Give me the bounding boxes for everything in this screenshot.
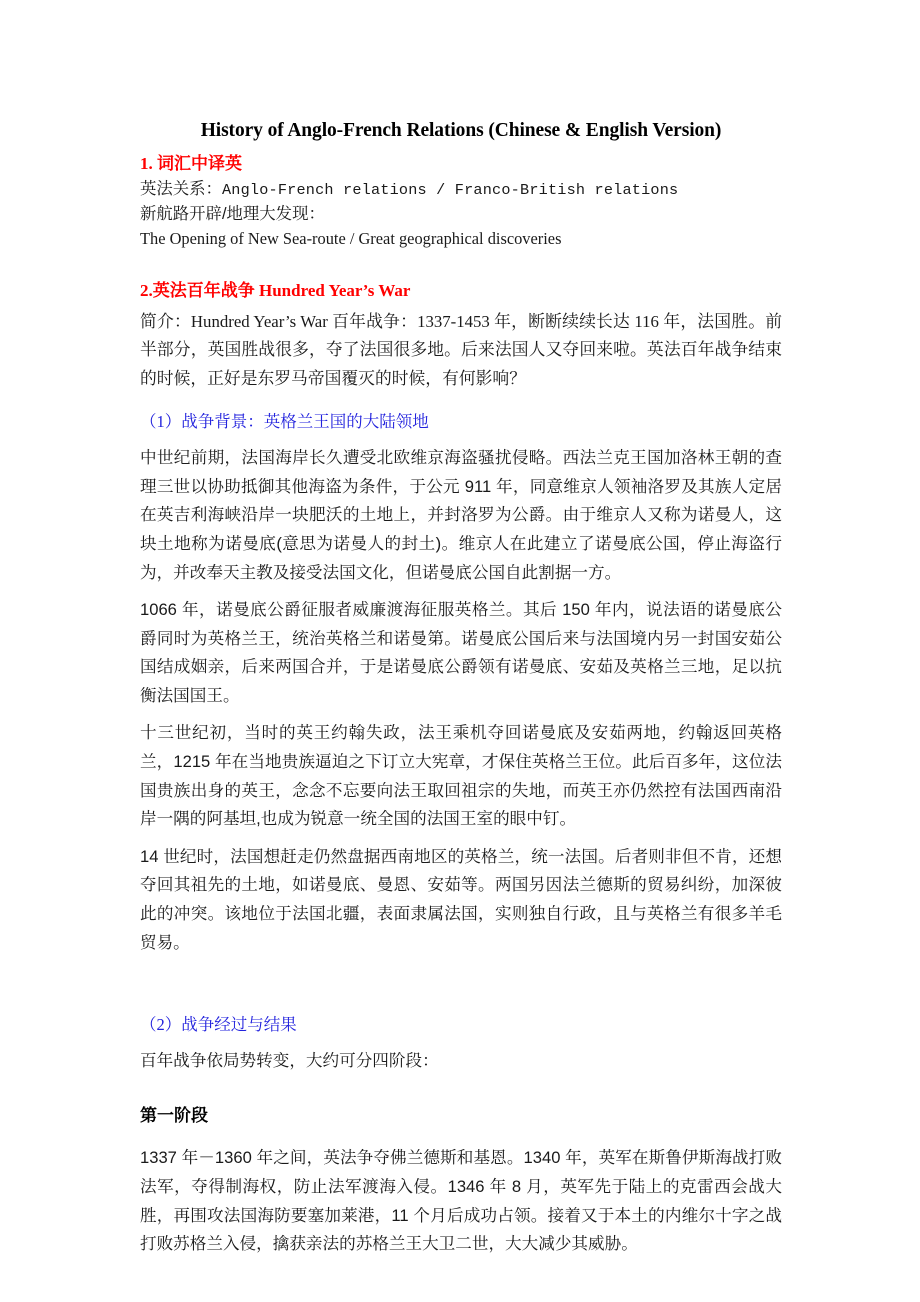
spacer xyxy=(140,587,782,596)
spacer xyxy=(140,1038,782,1047)
spacer xyxy=(140,957,782,1013)
vocab-entry-2-translation: The Opening of New Sea-route / Great geographical discoveries xyxy=(140,228,562,248)
section-1-number: 1. xyxy=(140,154,153,174)
subsection-1-heading: （1）战争背景：英格兰王国的大陆领地 xyxy=(140,412,429,432)
stage-1-heading: 第一阶段 xyxy=(140,1105,208,1125)
spacer xyxy=(140,710,782,719)
spacer xyxy=(140,1127,782,1144)
section-1 xyxy=(140,152,782,251)
subsection-2 xyxy=(140,1013,782,1259)
page-title: History of Anglo-French Relations (Chinese & English Version) xyxy=(200,120,722,141)
vocab-entry-1 xyxy=(140,177,782,203)
subsection-1-paragraph-1: 中世纪前期，法国海岸长久遭受北欧维京海盗骚扰侵略。西法兰克王国加洛林王朝的查理三世以协助抵御其他海盗为条件，于公元 911 年，同意维京人领袖洛罗及其族人定居在英吉利海峡沿岸一块肥沃的土地上，并封洛罗为公爵。由于维京人又称为诺曼人，这块土地称为诺曼底(意思为诺曼人的封土)。维京人在此建立了诺曼底公国，停止海盗行为，并改奉天主教及接受法国文化，但诺曼底公国自此割据一方。 xyxy=(140,448,782,582)
vocab-entry-2-term-line xyxy=(140,202,782,227)
section-2-heading: 2.英法百年战争 Hundred Year’s War xyxy=(140,280,411,300)
spacer xyxy=(140,393,782,410)
subsection-1-paragraph-3: 十三世纪初，当时的英王约翰失政，法王乘机夺回诺曼底及安茹两地，约翰返回英格兰，1215 年在当地贵族逼迫之下订立大宪章，才保住英格兰王位。此后百多年，这位法国贵族出身的英王，念念不忘要向法王取回祖宗的失地，而英王亦仍然控有法国西南沿岸一隅的阿基坦,也成为锐意一统全国的法国王室的眼中钉。 xyxy=(140,723,782,829)
subsection-2-heading: （2）战争经过与结果 xyxy=(140,1015,297,1035)
spacer xyxy=(140,1076,782,1104)
vocab-entry-1-term: 英法关系： xyxy=(140,179,222,198)
section-1-heading xyxy=(140,152,782,177)
stage-1-paragraph: 1337 年－1360 年之间，英法争夺佛兰德斯和基恩。1340 年，英军在斯鲁伊斯海战打败法军，夺得制海权，防止法军渡海入侵。1346 年 8 月，英军先于陆上的克雷西会战大胜，再围攻法国海防要塞加莱港，11 个月后成功占领。接着又于本土的内维尔十字之战打败苏格兰入侵，擒获亲法的苏格兰王大卫二世，大大减少其威胁。 xyxy=(140,1148,782,1254)
subsection-1 xyxy=(140,410,782,957)
subsection-1-paragraph-4: 14 世纪时，法国想赶走仍然盘据西南地区的英格兰，统一法国。后者则非但不肯，还想夺回其祖先的土地，如诺曼底、曼恩、安茹等。两国另因法兰德斯的贸易纠纷，加深彼此的冲突。该地位于法国北疆，表面隶属法国，实则独自行政，且与英格兰有很多羊毛贸易。 xyxy=(140,846,782,952)
subsection-1-paragraph-2: 1066 年，诺曼底公爵征服者威廉渡海征服英格兰。其后 150 年内，说法语的诺曼底公爵同时为英格兰王，统治英格兰和诺曼第。诺曼底公国后来与法国境内另一封国安茹公国结成姻亲，后来两国合并，于是诺曼底公爵领有诺曼底、安茹及英格兰三地，足以抗衡法国国王。 xyxy=(140,600,782,705)
section-2-intro: 简介：Hundred Year’s War 百年战争：1337-1453 年，断断续续长达 116 年，法国胜。前半部分，英国胜战很多，夺了法国很多地。后来法国人又夺回来啦。英法百年战争结束的时候，正好是东罗马帝国覆灭的时候，有何影响？ xyxy=(140,311,782,388)
vocab-entry-1-translation: Anglo-French relations / Franco-British relations xyxy=(221,180,679,199)
spacer xyxy=(140,435,782,444)
spacer xyxy=(140,834,782,843)
vocab-entry-2-term: 新航路开辟/地理大发现： xyxy=(140,205,325,224)
section-1-heading-label: 词汇中译英 xyxy=(157,154,242,174)
document-content xyxy=(140,118,782,1259)
section-2 xyxy=(140,279,782,1259)
subsection-2-intro: 百年战争依局势转变，大约可分四阶段： xyxy=(140,1050,439,1070)
spacer xyxy=(140,251,782,279)
